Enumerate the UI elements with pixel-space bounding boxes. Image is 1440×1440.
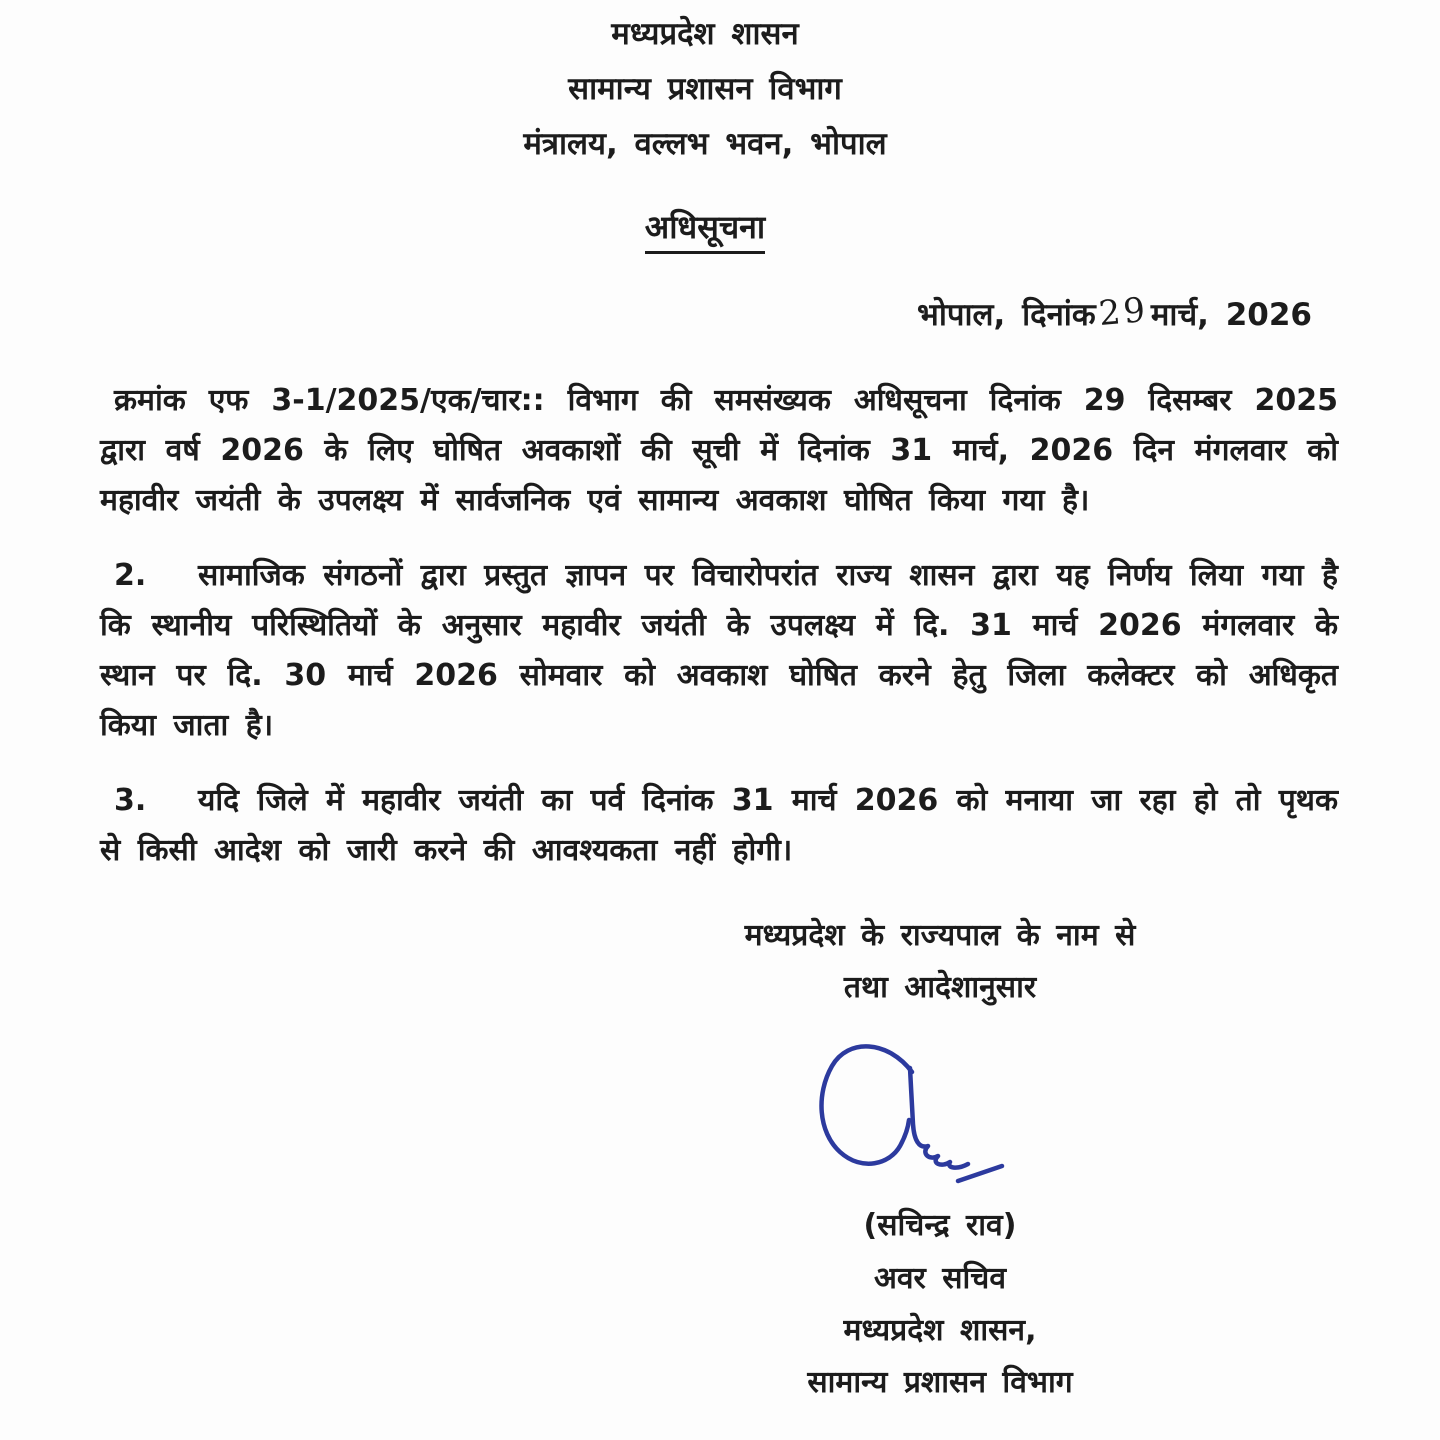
signatory-designation: अवर सचिव (873, 1261, 1007, 1296)
signatory-org-line2: सामान्य प्रशासन विभाग (807, 1365, 1073, 1400)
date-suffix: मार्च, 2026 (1150, 297, 1312, 333)
paragraph-2 (100, 551, 1338, 751)
header-government-name: मध्यप्रदेश शासन (611, 16, 799, 52)
document-title-row (0, 205, 1410, 254)
signatory-name: (सचिन्द्र राव) (863, 1208, 1017, 1243)
paragraph-2-number: 2. (114, 558, 147, 593)
header-department-name: सामान्य प्रशासन विभाग (568, 71, 842, 107)
paragraph-3-text: यदि जिले में महावीर जयंती का पर्व दिनांक 31 मार्च 2026 को मनाया जा रहा हो तो पृथक से किसी आदेश को जारी करने की आवश्यकता नहीं होगी। (100, 783, 1338, 868)
paragraph-1 (100, 376, 1338, 526)
paragraph-3 (100, 776, 1338, 876)
signatory-org-line1: मध्यप्रदेश शासन, (843, 1313, 1037, 1348)
paragraph-1-text: क्रमांक एफ 3-1/2025/एक/चार:: विभाग की समसंख्यक अधिसूचना दिनांक 29 दिसम्बर 2025 द्वारा वर्ष 2026 के लिए घोषित अवकाशों की सूची में दिनांक 31 मार्च, 2026 दिन मंगलवार को महावीर जयंती के उपलक्ष्य में सार्वजनिक एवं सामान्य अवकाश घोषित किया गया है। (100, 383, 1338, 518)
handwritten-day: 29 (1096, 289, 1150, 335)
handwritten-signature-icon (800, 1028, 1100, 1208)
paragraph-2-text: सामाजिक संगठनों द्वारा प्रस्तुत ज्ञापन पर विचारोपरांत राज्य शासन द्वारा यह निर्णय लिया गया है कि स्थानीय परिस्थितियों के अनुसार महावीर जयंती के उपलक्ष्य में दि. 31 मार्च 2026 मंगलवार के स्थान पर दि. 30 मार्च 2026 सोमवार को अवकाश घोषित करने हेतु जिला कलेक्टर को अधिकृत किया जाता है। (100, 558, 1338, 743)
date-prefix: भोपाल, दिनांक (917, 297, 1096, 333)
document-title: अधिसूचना (645, 205, 765, 254)
paragraph-3-number: 3. (114, 783, 147, 818)
place-date-line (917, 289, 1312, 335)
signoff-authority-line: मध्यप्रदेश के राज्यपाल के नाम से (744, 918, 1136, 953)
signoff-by-order-line: तथा आदेशानुसार (843, 970, 1037, 1005)
header-address: मंत्रालय, वल्लभ भवन, भोपाल (523, 126, 887, 162)
